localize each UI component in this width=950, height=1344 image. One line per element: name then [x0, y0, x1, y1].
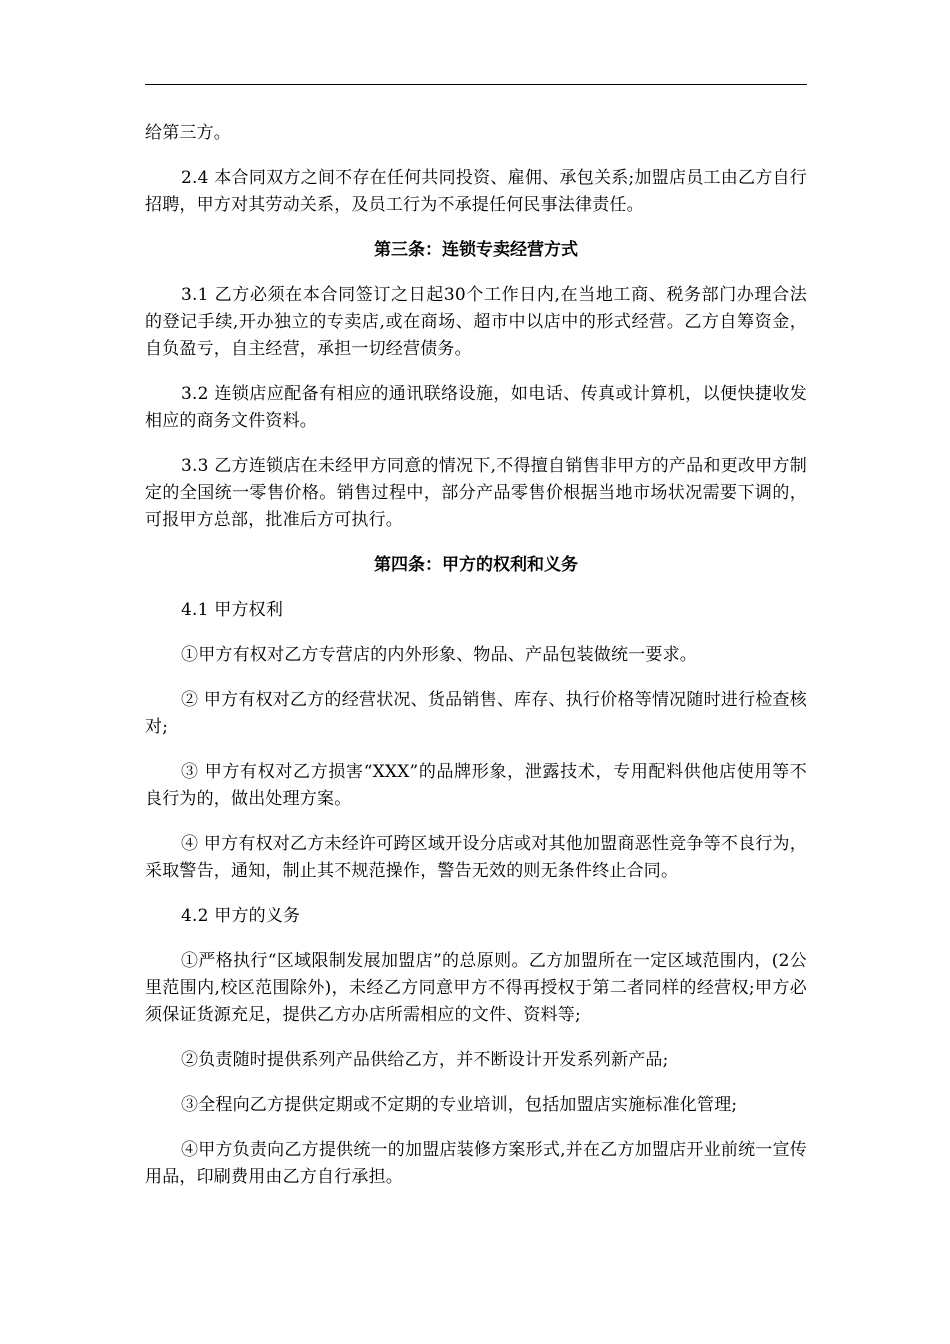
paragraph: ② 甲方有权对乙方的经营状况、货品销售、库存、执行价格等情况随时进行检查核对;	[145, 690, 807, 737]
paragraph: ④ 甲方有权对乙方未经许可跨区域开设分店或对其他加盟商恶性竞争等不良行为，采取警告，通知，制止其不规范操作，警告无效的则无条件终止合同。	[145, 834, 807, 881]
paragraph: 4.1 甲方权利	[181, 600, 284, 620]
paragraph: 3.2 连锁店应配备有相应的通讯联络设施，如电话、传真或计算机，以便快捷收发相应的商务文件资料。	[145, 384, 807, 431]
paragraph: ④甲方负责向乙方提供统一的加盟店装修方案形式,并在乙方加盟店开业前统一宣传用品，印刷费用由乙方自行承担。	[145, 1140, 807, 1187]
paragraph: ③ 甲方有权对乙方损害“XXX”的品牌形象，泄露技术，专用配料供他店使用等不良行为的，做出处理方案。	[145, 762, 807, 809]
document-body	[145, 120, 807, 1209]
paragraph: 3.3 乙方连锁店在未经甲方同意的情况下,不得擅自销售非甲方的产品和更改甲方制定的全国统一零售价格。销售过程中，部分产品零售价根据当地市场状况需要下调的，可报甲方总部，批准后方可执行。	[145, 456, 807, 530]
paragraph: ②负责随时提供系列产品供给乙方，并不断设计开发系列新产品;	[181, 1050, 669, 1070]
paragraph: ①严格执行“区域限制发展加盟店”的总原则。乙方加盟所在一定区域范围内，(2公里范围内,校区范围除外)，未经乙方同意甲方不得再授权于第二者同样的经营权;甲方必须保证货源充足，提供乙方办店所需相应的文件、资料等;	[145, 951, 807, 1025]
paragraph: 4.2 甲方的义务	[181, 906, 301, 926]
header-rule	[145, 84, 807, 85]
section-heading: 第四条：甲方的权利和义务	[374, 555, 578, 575]
paragraph: 2.4 本合同双方之间不存在任何共同投资、雇佣、承包关系;加盟店员工由乙方自行招聘，甲方对其劳动关系，及员工行为不承提任何民事法律责任。	[145, 168, 807, 215]
paragraph: 给第三方。	[145, 123, 231, 143]
paragraph: 3.1 乙方必须在本合同签订之日起30个工作日内,在当地工商、税务部门办理合法的登记手续,开办独立的专卖店,或在商场、超市中以店中的形式经营。乙方自筹资金，自负盈亏，自主经营，承担一切经营债务。	[145, 285, 807, 359]
paragraph: ①甲方有权对乙方专营店的内外形象、物品、产品包装做统一要求。	[181, 645, 697, 665]
paragraph: ③全程向乙方提供定期或不定期的专业培训，包括加盟店实施标准化管理;	[181, 1095, 738, 1115]
section-heading: 第三条：连锁专卖经营方式	[374, 240, 578, 260]
